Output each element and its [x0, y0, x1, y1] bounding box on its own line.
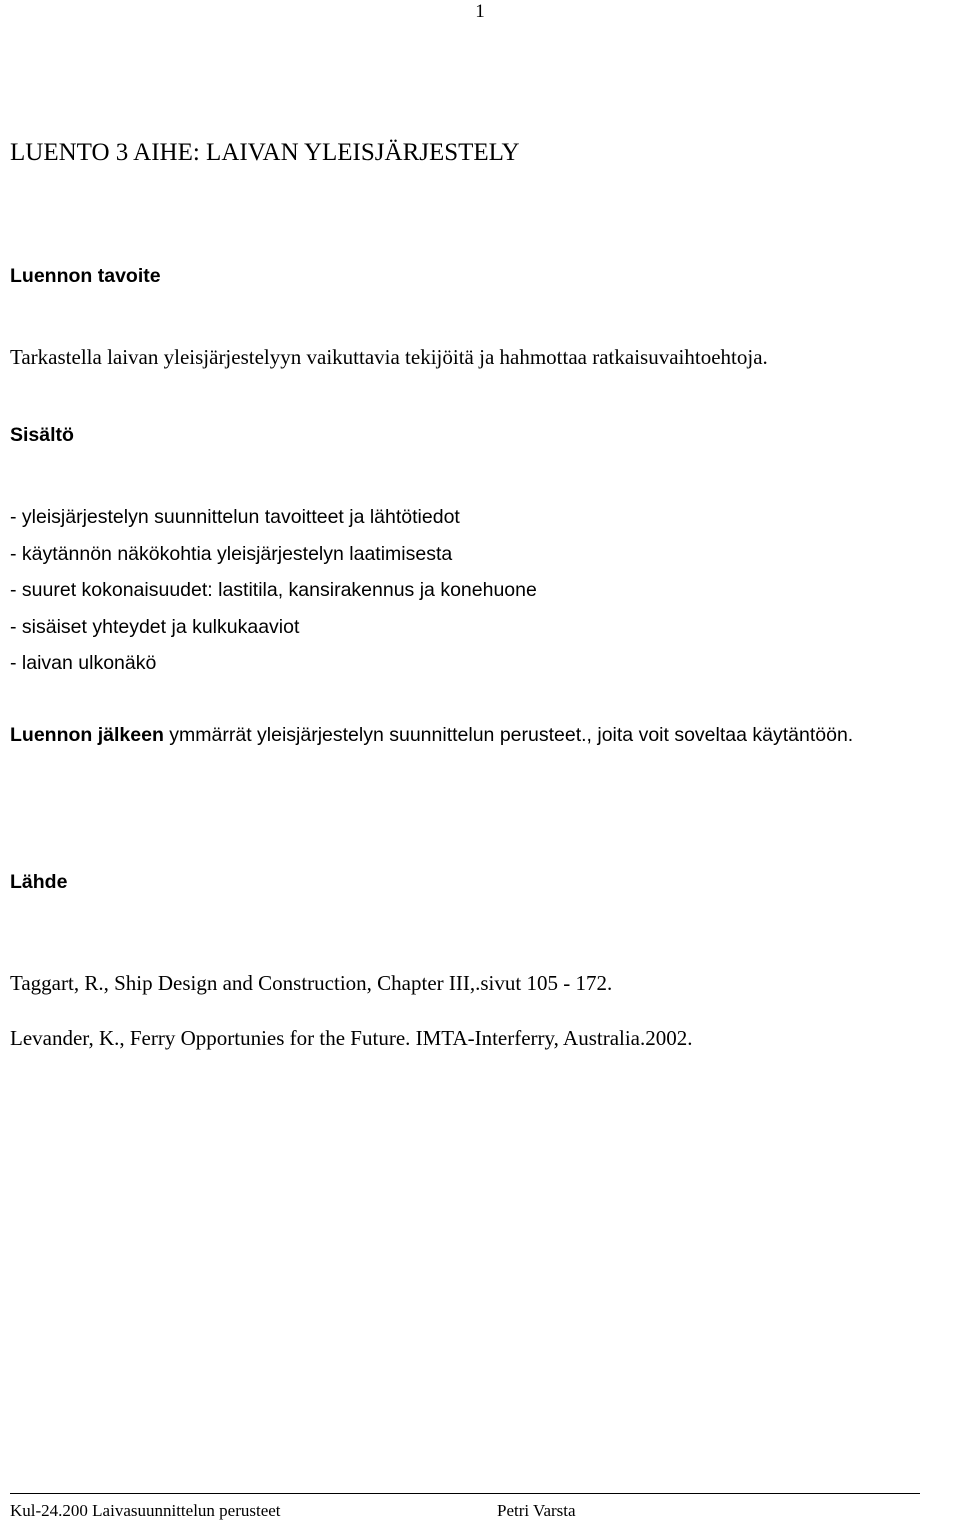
list-item: - laivan ulkonäkö	[10, 652, 157, 674]
sources-heading: Lähde	[10, 871, 68, 893]
goal-text: Tarkastella laivan yleisjärjestelyyn vaikuttavia tekijöitä ja hahmottaa ratkaisuvaihtoehtoja.	[10, 345, 768, 369]
list-item: - yleisjärjestelyn suunnittelun tavoitteet ja lähtötiedot	[10, 506, 460, 528]
source-item: Taggart, R., Ship Design and Construction, Chapter III,.sivut 105 - 172.	[10, 971, 613, 995]
outcome-text: ymmärrät yleisjärjestelyn suunnittelun perusteet., joita voit soveltaa käytäntöön.	[163, 724, 854, 746]
list-item: - sisäiset yhteydet ja kulkukaaviot	[10, 615, 300, 638]
footer-divider	[10, 1493, 920, 1494]
list-item: - suuret kokonaisuudet: lastitila, kansirakennus ja konehuone	[10, 579, 537, 601]
page-number: 1	[475, 1, 485, 22]
footer-author: Petri Varsta	[497, 1501, 576, 1520]
goal-heading: Luennon tavoite	[10, 265, 161, 287]
contents-list	[10, 499, 537, 682]
lecture-title: LUENTO 3 AIHE: LAIVAN YLEISJÄRJESTELY	[10, 139, 520, 166]
list-item: - käytännön näkökohtia yleisjärjestelyn laatimisesta	[10, 542, 453, 565]
contents-heading: Sisältö	[10, 424, 74, 446]
learning-outcome	[10, 722, 950, 748]
source-item: Levander, K., Ferry Opportunies for the Future. IMTA-Interferry, Australia.2002.	[10, 1026, 693, 1050]
footer-course: Kul-24.200 Laivasuunnittelun perusteet	[10, 1501, 281, 1520]
outcome-lead: Luennon jälkeen	[10, 724, 164, 746]
